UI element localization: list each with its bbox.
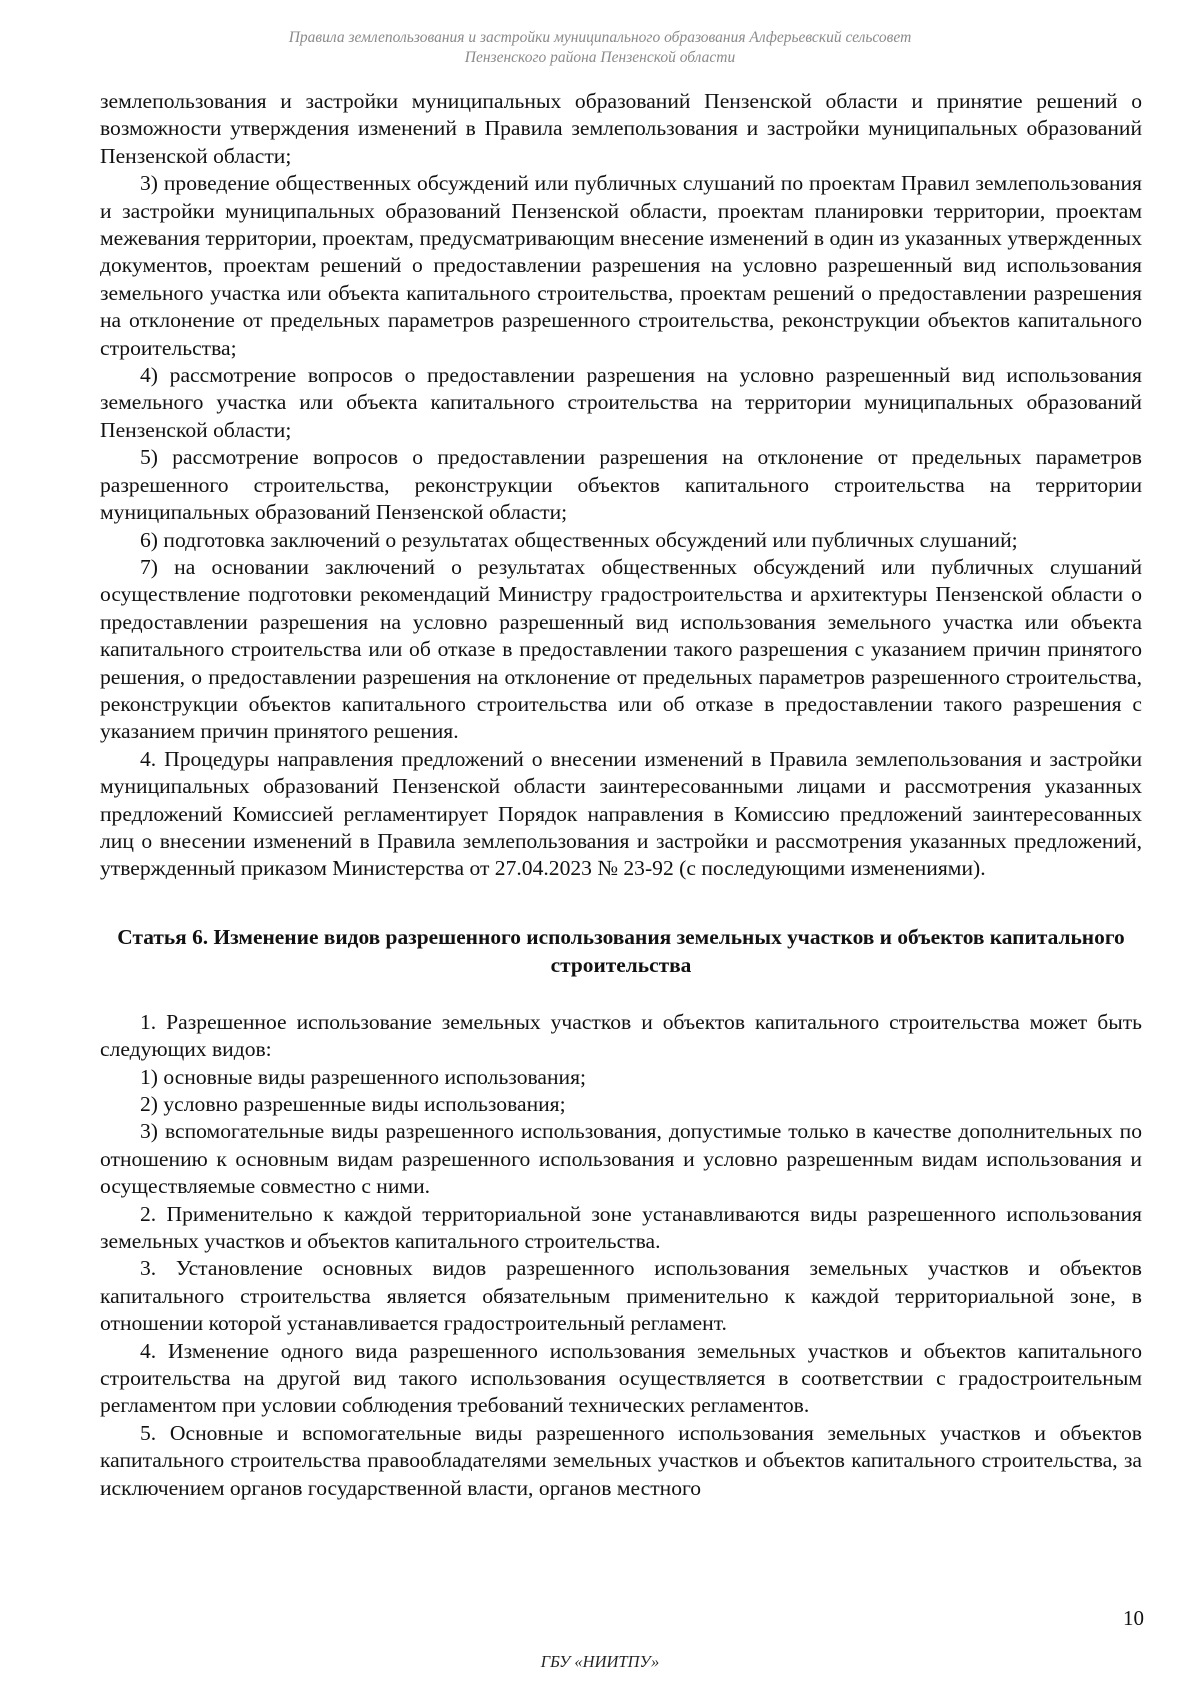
article-spacer — [100, 979, 1142, 1009]
list-item-5: 5) рассмотрение вопросов о предоставлении разрешения на отклонение от предельных параметров разрешенного строительства, реконструкции объектов капитального строительства на территории муниципальных образований Пензенской области; — [100, 445, 1142, 525]
article-clause-2: 2. Применительно к каждой территориальной зоне устанавливаются виды разрешенного использования земельных участков и объектов капитального строительства. — [100, 1201, 1142, 1254]
article-clause-3: 3. Установление основных видов разрешенного использования земельных участков и объектов капитального строительства является обязательным применительно к каждой территориальной зоне, в отношении которой устанавливается градостроительный регламент. — [100, 1256, 1142, 1336]
article-list-item-1: 1) основные виды разрешенного использования; — [140, 1064, 587, 1089]
article-clause-4: 4. Изменение одного вида разрешенного использования земельных участков и объектов капитального строительства на другой вид такого использования осуществляется в соответствии с градостроительным регламентом при условии соблюдения требований технических регламентов. — [100, 1338, 1142, 1418]
article-list-item-3: 3) вспомогательные виды разрешенного использования, допустимые только в качестве дополнительных по отношению к основным видам разрешенного использования и условно разрешенным видам использования и осуществляемые совместно с ними. — [100, 1119, 1142, 1199]
article-list-item-2: 2) условно разрешенные виды использования; — [140, 1092, 566, 1116]
article-6-title: Статья 6. Изменение видов разрешенного использования земельных участков и объектов капитального строительства — [117, 924, 1125, 977]
footer-organization: ГБУ «НИИТПУ» — [540, 1652, 660, 1671]
list-item-4: 4) рассмотрение вопросов о предоставлении разрешения на условно разрешенный вид использования земельного участка или объекта капитального строительства на территории муниципальных образований Пензенской области; — [100, 363, 1142, 442]
paragraph-continuation: землепользования и застройки муниципальных образований Пензенской области и принятие решений о возможности утверждения изменений в Правила землепользования и застройки муниципальных образований Пензенской области; — [100, 89, 1142, 168]
list-item-3: 3) проведение общественных обсуждений или публичных слушаний по проектам Правил землепользования и застройки муниципальных образований Пензенской области, проектам планировки территории, проектам межевания территории, проектам, предусматривающим внесение изменений в один из указанных утвержденных документов, проектам решений о предоставлении разрешения на условно разрешенный вид использования земельного участка или объекта капитального строительства, проектам решений о предоставлении разрешения на отклонение от предельных параметров разрешенного строительства, реконструкции объектов капитального строительства; — [100, 171, 1142, 360]
clause-4: 4. Процедуры направления предложений о внесении изменений в Правила землепользования и застройки муниципальных образований Пензенской области заинтересованными лицами и рассмотрения указанных предложений Комиссией регламентирует Порядок направления в Комиссию предложений заинтересованных лиц о внесении изменений в Правила землепользования и застройки и рассмотрения указанных предложений, утвержденный приказом Министерства от 27.04.2023 № 23-92 (с последующими изменениями). — [100, 746, 1142, 881]
article-clause-1: 1. Разрешенное использование земельных участков и объектов капитального строительства может быть следующих видов: — [100, 1009, 1142, 1062]
running-header — [0, 28, 1200, 68]
running-header-line-2: Пензенского района Пензенской области — [464, 49, 736, 66]
running-header-line-1: Правила землепользования и застройки муниципального образования Алферьевский сельсовет — [288, 29, 912, 46]
page-number: 10 — [1123, 1606, 1144, 1630]
document-body — [100, 88, 1142, 1502]
list-item-6: 6) подготовка заключений о результатах общественных обсуждений или публичных слушаний; — [140, 527, 1018, 552]
list-item-7: 7) на основании заключений о результатах общественных обсуждений или публичных слушаний осуществление подготовки рекомендаций Министру градостроительства и архитектуры Пензенской области о предоставлении разрешения на условно разрешенный вид использования земельного участка или объекта капитального строительства или об отказе в предоставлении такого разрешения с указанием причин принятого решения, о предоставлении разрешения на отклонение от предельных параметров разрешенного строительства, реконструкции объектов капитального строительства или об отказе в предоставлении такого разрешения с указанием причин принятого решения. — [100, 554, 1142, 744]
article-clause-5: 5. Основные и вспомогательные виды разрешенного использования земельных участков и объектов капитального строительства правообладателями земельных участков и объектов капитального строительства, за исключением органов государственной власти, органов местного — [100, 1420, 1142, 1500]
